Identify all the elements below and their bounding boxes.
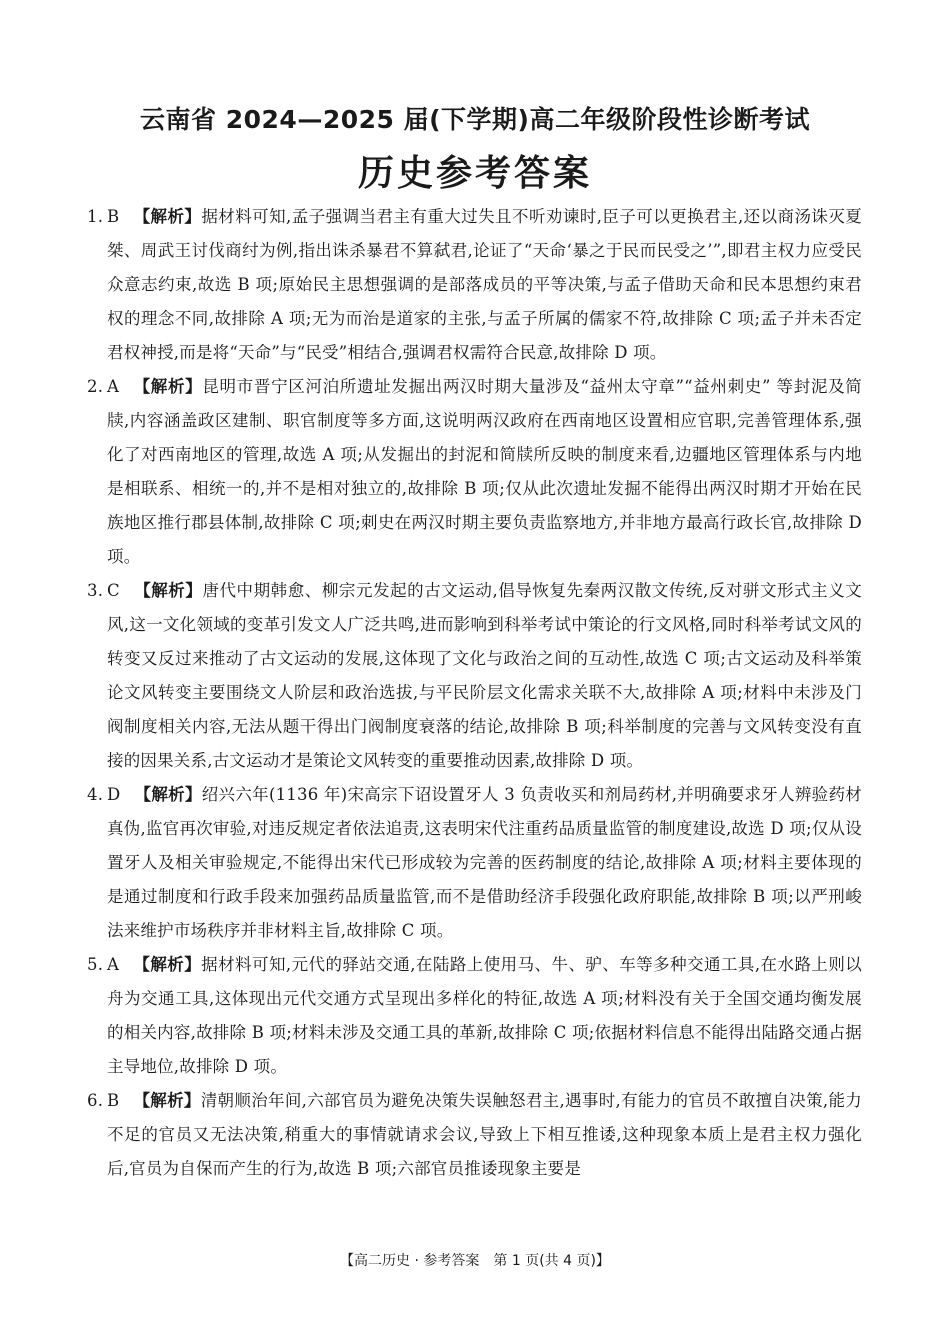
analysis-text: 唐代中期韩愈、柳宗元发起的古文运动,倡导恢复先秦两汉散文传统,反对骈文形式主义文风,这一文化领域的变革引发文人广泛共鸣,进而影响到科举考试中策论的行文风格,同时科举考试文风的转变又反过来推动了古文运动的发展,这体现了文化与政治之间的互动性,故选 C 项;古文运动及科举策论文风转变主要围绕文人阶层和政治选拔,与平民阶层文化需求关联不大,故排除 A 项;材料中未涉及门阀制度相关内容,无法从题干得出门阀制度衰落的结论,故排除 B 项;科举制度的完善与文风转变没有直接的因果关系,古文运动才是策论文风转变的重要推动因素,故排除 D 项。	[107, 581, 862, 770]
answer-letter: A	[107, 377, 120, 396]
answer-item-3	[87, 574, 862, 778]
item-number: 2.	[87, 377, 104, 396]
item-number: 1.	[87, 207, 104, 226]
analysis-tag: 【解析】	[133, 955, 202, 974]
answer-letter: B	[107, 1091, 120, 1110]
item-number: 6.	[87, 1091, 104, 1110]
answer-item-1	[87, 200, 862, 370]
analysis-text: 绍兴六年(1136 年)宋高宗下诏设置牙人 3 负责收买和剂局药材,并明确要求牙人辨验药材真伪,监官再次审验,对违反规定者依法追责,这表明宋代注重药品质量监管的制度建设,故选 D 项;仅从设置牙人及相关审验规定,不能得出宋代已形成较为完善的医药制度的结论,故排除 A 项;材料主要体现的是通过制度和行政手段来加强药品质量监管,而不是借助经济手段强化政府职能,故排除 B 项;以严刑峻法来维护市场秩序并非材料主旨,故排除 C 项。	[107, 785, 862, 940]
analysis-tag: 【解析】	[134, 785, 202, 804]
analysis-text: 据材料可知,元代的驿站交通,在陆路上使用马、牛、驴、车等多种交通工具,在水路上则以舟为交通工具,这体现出元代交通方式呈现出多样化的特征,故选 A 项;材料没有关于全国交通均衡发展的相关内容,故排除 B 项;材料未涉及交通工具的革新,故排除 C 项;依据材料信息不能得出陆路交通占据主导地位,故排除 D 项。	[107, 955, 862, 1076]
answer-item-2	[87, 370, 862, 574]
answer-letter: B	[107, 207, 120, 226]
answer-letter: A	[107, 955, 120, 974]
exam-title: 云南省 2024—2025 届(下学期)高二年级阶段性诊断考试	[140, 105, 810, 134]
document-title: 历史参考答案	[357, 153, 592, 194]
analysis-tag: 【解析】	[133, 581, 203, 600]
answer-item-5	[87, 948, 862, 1084]
analysis-tag: 【解析】	[133, 207, 202, 226]
answer-item-6	[87, 1084, 862, 1186]
analysis-text: 据材料可知,孟子强调当君主有重大过失且不听劝谏时,臣子可以更换君主,还以商汤诛灭夏桀、周武王讨伐商纣为例,指出诛杀暴君不算弑君,论证了“天命‘暴之于民而民受之’”,即君主权力应受民众意志约束,故选 B 项;原始民主思想强调的是部落成员的平等决策,与孟子借助天命和民本思想约束君权的理念不同,故排除 A 项;无为而治是道家的主张,与孟子所属的儒家不符,故排除 C 项;孟子并未否定君权神授,而是将“天命”与“民受”相结合,强调君权需符合民意,故排除 D 项。	[107, 207, 862, 362]
answer-item-4	[87, 778, 862, 948]
answer-letter: D	[107, 785, 121, 804]
item-number: 3.	[87, 581, 104, 600]
analysis-text: 昆明市晋宁区河泊所遗址发掘出两汉时期大量涉及“益州太守章”“益州刺史” 等封泥及简牍,内容涵盖政区建制、职官制度等多方面,这说明两汉政府在西南地区设置相应官职,完善管理体系,强化了对西南地区的管理,故选 A 项;从发掘出的封泥和简牍所反映的制度来看,边疆地区管理体系与内地是相联系、相统一的,并不是相对独立的,故排除 B 项;仅从此次遗址发掘不能得出两汉时期才开始在民族地区推行郡县体制,故排除 C 项;刺史在两汉时期主要负责监察地方,并非地方最高行政长官,故排除 D 项。	[107, 377, 862, 566]
answer-list	[87, 200, 862, 1186]
answer-letter: C	[107, 581, 120, 600]
analysis-tag: 【解析】	[133, 1091, 201, 1110]
item-number: 4.	[87, 785, 104, 804]
analysis-text: 清朝顺治年间,六部官员为避免决策失误触怒君主,遇事时,有能力的官员不敢擅自决策,能力不足的官员又无法决策,稍重大的事情就请求会议,导致上下相互推诿,这种现象本质上是君主权力强化后,官员为自保而产生的行为,故选 B 项;六部官员推诿现象主要是	[107, 1091, 862, 1178]
item-number: 5.	[87, 955, 104, 974]
analysis-tag: 【解析】	[133, 377, 203, 396]
page-footer: 【高二历史 · 参考答案 第 1 页(共 4 页)】	[340, 1253, 610, 1269]
